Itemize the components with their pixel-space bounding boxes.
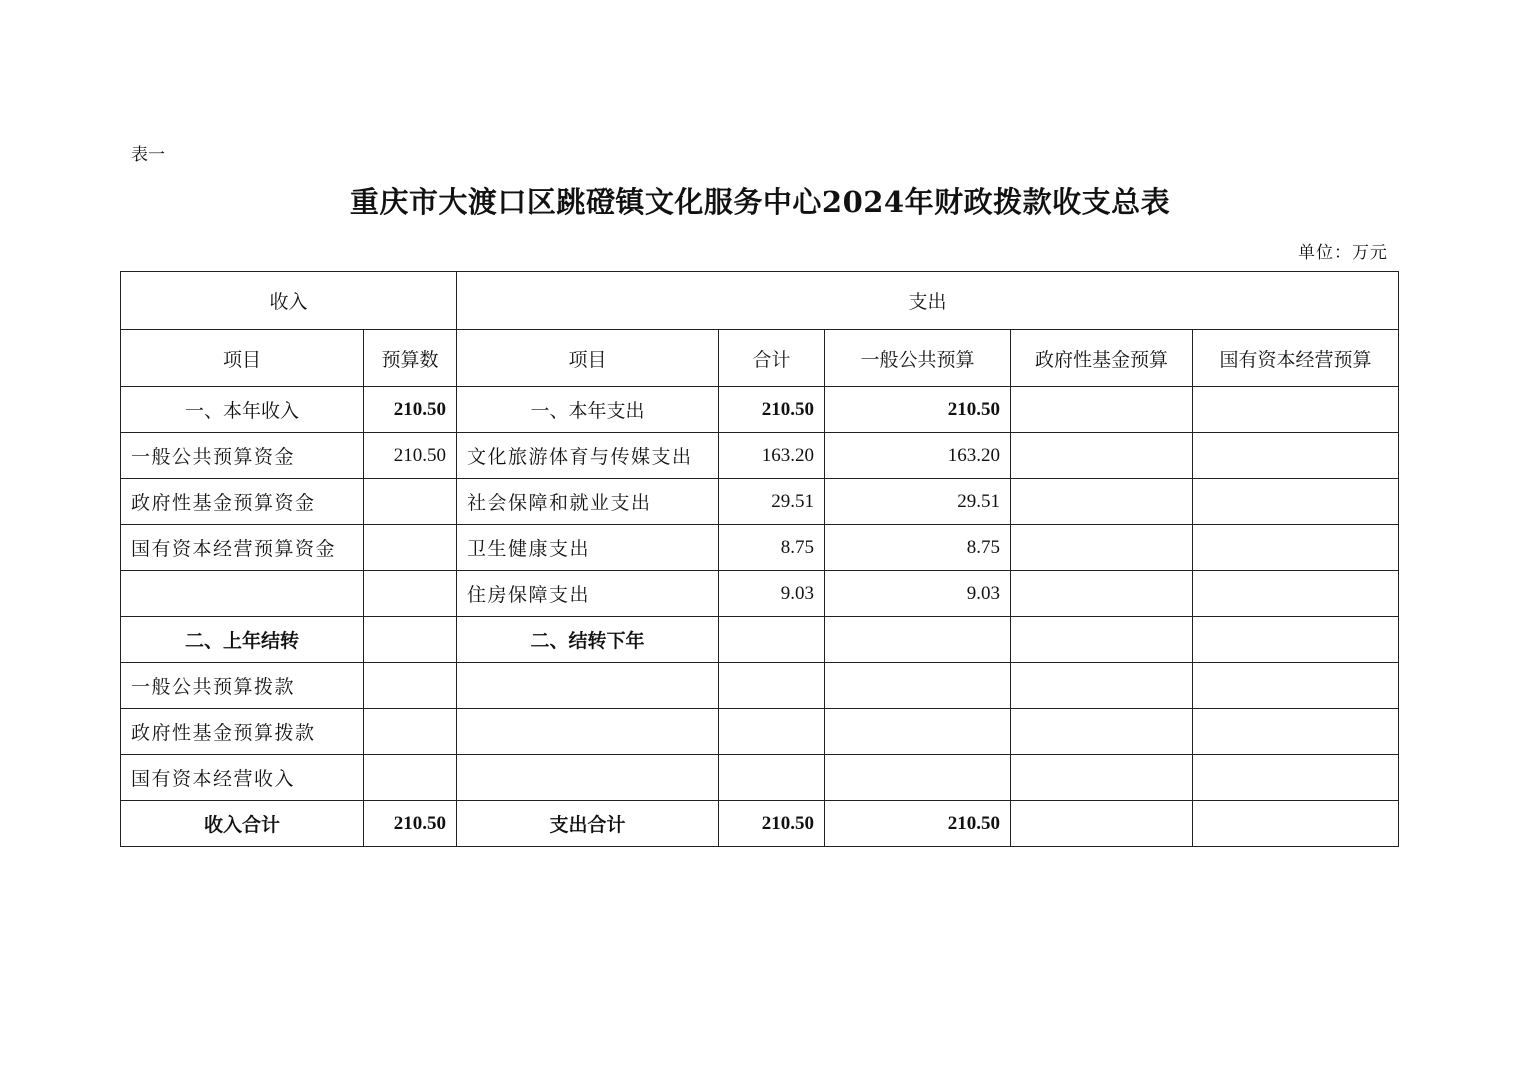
header-row-group	[121, 272, 1399, 330]
general-public-value: 29.51	[825, 479, 1011, 525]
table-row	[121, 709, 1399, 755]
total-value: 8.75	[719, 525, 825, 571]
general-public-value	[825, 709, 1011, 755]
state-capital-value	[1193, 755, 1399, 801]
expense-item: 文化旅游体育与传媒支出	[457, 433, 719, 479]
table-row	[121, 571, 1399, 617]
general-public-value: 9.03	[825, 571, 1011, 617]
state-capital-value	[1193, 571, 1399, 617]
income-budget	[364, 617, 457, 663]
general-public-value: 210.50	[825, 801, 1011, 847]
expense-item: 社会保障和就业支出	[457, 479, 719, 525]
income-item: 政府性基金预算拨款	[121, 709, 364, 755]
general-public-value: 8.75	[825, 525, 1011, 571]
total-value: 210.50	[719, 387, 825, 433]
gov-fund-value	[1011, 755, 1193, 801]
table-row	[121, 387, 1399, 433]
general-public-value	[825, 617, 1011, 663]
table-tag: 表一	[131, 145, 165, 165]
header-state-capital: 国有资本经营预算	[1193, 330, 1399, 387]
header-total: 合计	[719, 330, 825, 387]
total-value: 29.51	[719, 479, 825, 525]
budget-table	[120, 271, 1399, 847]
header-gov-fund: 政府性基金预算	[1011, 330, 1193, 387]
income-budget	[364, 709, 457, 755]
gov-fund-value	[1011, 571, 1193, 617]
gov-fund-value	[1011, 433, 1193, 479]
income-item: 一般公共预算资金	[121, 433, 364, 479]
general-public-value: 163.20	[825, 433, 1011, 479]
state-capital-value	[1193, 663, 1399, 709]
unit-label: 单位：万元	[1298, 243, 1388, 263]
total-value	[719, 663, 825, 709]
header-expense-item: 项目	[457, 330, 719, 387]
income-budget	[364, 755, 457, 801]
total-value	[719, 709, 825, 755]
income-budget	[364, 663, 457, 709]
state-capital-value	[1193, 479, 1399, 525]
general-public-value	[825, 755, 1011, 801]
total-value: 210.50	[719, 801, 825, 847]
expense-item	[457, 663, 719, 709]
table-row	[121, 755, 1399, 801]
expense-item: 二、结转下年	[457, 617, 719, 663]
table-row	[121, 525, 1399, 571]
expense-item: 卫生健康支出	[457, 525, 719, 571]
header-row-columns	[121, 330, 1399, 387]
gov-fund-value	[1011, 709, 1193, 755]
income-item: 二、上年结转	[121, 617, 364, 663]
income-budget: 210.50	[364, 433, 457, 479]
expense-item: 住房保障支出	[457, 571, 719, 617]
income-total-value: 210.50	[364, 801, 457, 847]
state-capital-value	[1193, 433, 1399, 479]
header-income: 收入	[121, 272, 457, 330]
total-value	[719, 755, 825, 801]
expense-item	[457, 755, 719, 801]
expense-item	[457, 709, 719, 755]
state-capital-value	[1193, 617, 1399, 663]
state-capital-value	[1193, 709, 1399, 755]
gov-fund-value	[1011, 479, 1193, 525]
total-value: 9.03	[719, 571, 825, 617]
state-capital-value	[1193, 525, 1399, 571]
gov-fund-value	[1011, 801, 1193, 847]
income-item: 一、本年收入	[121, 387, 364, 433]
income-budget	[364, 525, 457, 571]
table-row-total	[121, 801, 1399, 847]
table-row	[121, 479, 1399, 525]
income-budget: 210.50	[364, 387, 457, 433]
header-expense: 支出	[457, 272, 1399, 330]
income-budget	[364, 571, 457, 617]
gov-fund-value	[1011, 525, 1193, 571]
income-total-label: 收入合计	[121, 801, 364, 847]
header-income-budget: 预算数	[364, 330, 457, 387]
general-public-value: 210.50	[825, 387, 1011, 433]
income-item: 国有资本经营收入	[121, 755, 364, 801]
state-capital-value	[1193, 801, 1399, 847]
header-income-item: 项目	[121, 330, 364, 387]
total-value: 163.20	[719, 433, 825, 479]
income-budget	[364, 479, 457, 525]
table-row	[121, 663, 1399, 709]
page-title: 重庆市大渡口区跳磴镇文化服务中心2024年财政拨款收支总表	[349, 185, 1171, 219]
expense-total-label: 支出合计	[457, 801, 719, 847]
gov-fund-value	[1011, 617, 1193, 663]
income-item: 政府性基金预算资金	[121, 479, 364, 525]
general-public-value	[825, 663, 1011, 709]
expense-item: 一、本年支出	[457, 387, 719, 433]
table-row	[121, 433, 1399, 479]
table-row	[121, 617, 1399, 663]
income-item: 一般公共预算拨款	[121, 663, 364, 709]
state-capital-value	[1193, 387, 1399, 433]
gov-fund-value	[1011, 663, 1193, 709]
income-item	[121, 571, 364, 617]
gov-fund-value	[1011, 387, 1193, 433]
income-item: 国有资本经营预算资金	[121, 525, 364, 571]
header-general-public: 一般公共预算	[825, 330, 1011, 387]
total-value	[719, 617, 825, 663]
